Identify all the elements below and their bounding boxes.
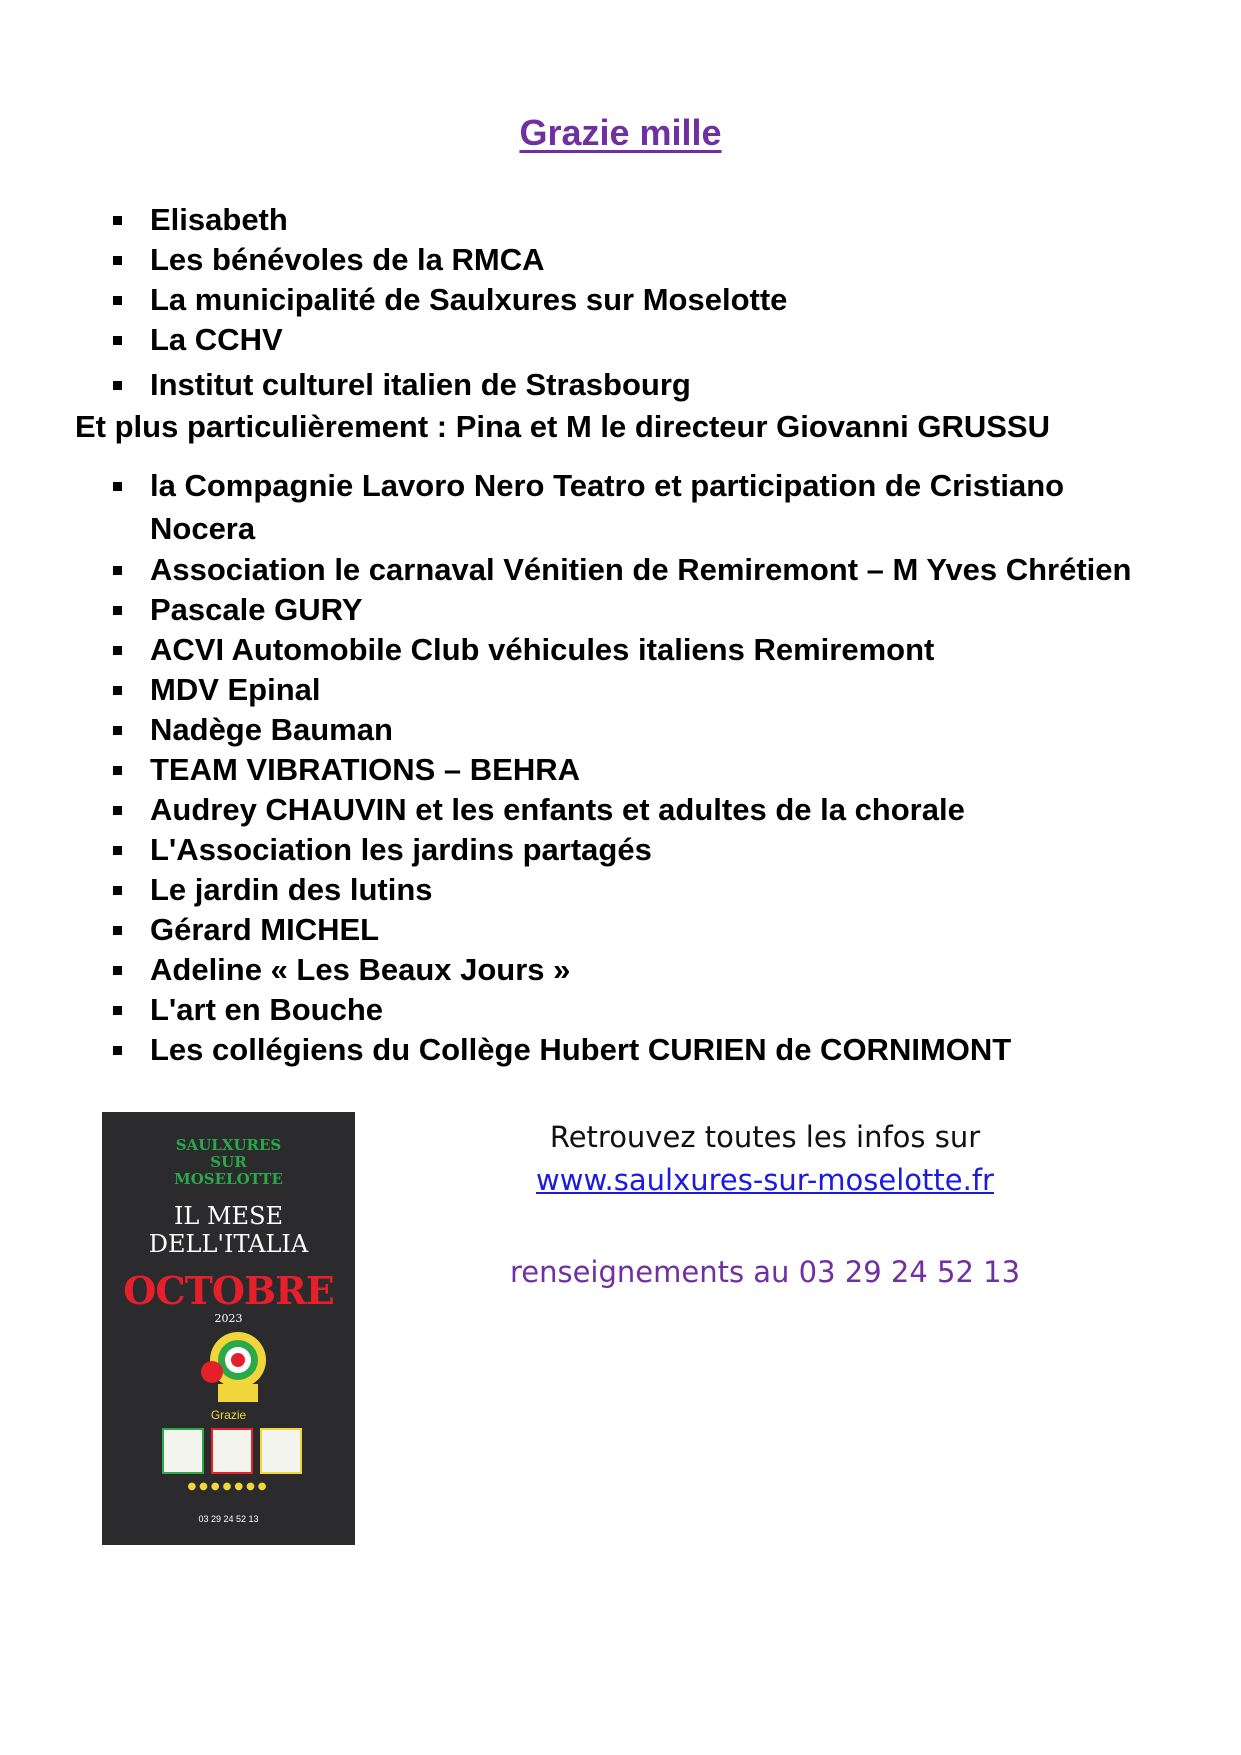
partner-logos — [162, 1428, 302, 1473]
list-item — [0, 590, 1241, 630]
info-text: Retrouvez toutes les infos sur — [549, 1120, 981, 1154]
partner-logo — [162, 1428, 204, 1474]
partner-logo — [211, 1428, 253, 1474]
bullet-icon — [113, 216, 122, 225]
list-item-text: La municipalité de Saulxures sur Moselotte — [150, 282, 788, 317]
page-title: Grazie mille — [519, 112, 722, 153]
list-item-text: Audrey CHAUVIN et les enfants et adultes de la chorale — [150, 792, 965, 827]
list-item — [0, 950, 1241, 990]
bullet-icon — [113, 806, 122, 815]
bullet-icon — [113, 256, 122, 265]
list-item — [0, 990, 1241, 1030]
bullet-icon — [113, 1006, 122, 1015]
bullet-icon — [113, 606, 122, 615]
list-item-text: Le jardin des lutins — [150, 872, 433, 907]
thanks-list-secondary — [0, 464, 1241, 1070]
poster-event-line: DELL'ITALIA — [148, 1230, 309, 1258]
list-item-text: Elisabeth — [150, 202, 288, 237]
poster-event-name — [102, 1202, 355, 1258]
event-poster — [102, 1112, 355, 1545]
bullet-icon — [113, 336, 122, 345]
list-item-text: L'Association les jardins partagés — [150, 832, 652, 867]
list-item — [0, 630, 1241, 670]
special-thanks-note: Et plus particulièrement : Pina et M le directeur Giovanni GRUSSU — [75, 409, 1050, 444]
list-item-text: Association le carnaval Vénitien de Remiremont – M Yves Chrétien — [150, 552, 1132, 587]
poster-year: 2023 — [214, 1312, 243, 1325]
list-item-text: Nadège Bauman — [150, 712, 393, 747]
list-item-text: La CCHV — [150, 322, 283, 357]
list-item-text: Gérard MICHEL — [150, 912, 380, 947]
bullet-icon — [113, 296, 122, 305]
list-item-text: Les collégiens du Collège Hubert CURIEN de CORNIMONT — [150, 1032, 1012, 1067]
thanks-list-primary — [0, 200, 1241, 405]
list-item-text: L'art en Bouche — [150, 992, 384, 1027]
partner-logo — [260, 1428, 302, 1474]
list-item — [0, 670, 1241, 710]
bullet-icon — [113, 766, 122, 775]
list-item — [0, 365, 1241, 405]
list-item — [0, 280, 1241, 320]
bullet-icon — [113, 966, 122, 975]
list-item-text: Institut culturel italien de Strasbourg — [150, 367, 691, 402]
bullet-icon — [113, 886, 122, 895]
list-item-text: ACVI Automobile Club véhicules italiens Remiremont — [150, 632, 935, 667]
bullet-icon — [113, 846, 122, 855]
list-item — [0, 1030, 1241, 1070]
tricolor-target-icon — [200, 1330, 266, 1406]
website-link[interactable]: www.saulxures-sur-moselotte.fr — [536, 1163, 994, 1197]
poster-town-line: SAULXURES — [175, 1136, 282, 1154]
list-item-text: Adeline « Les Beaux Jours » — [150, 952, 571, 987]
list-item — [0, 200, 1241, 240]
list-item — [0, 910, 1241, 950]
bullet-icon — [113, 566, 122, 575]
poster-event-line: IL MESE — [173, 1202, 284, 1230]
bullet-icon — [113, 926, 122, 935]
list-item-text: TEAM VIBRATIONS – BEHRA — [150, 752, 581, 787]
poster-town — [102, 1137, 355, 1188]
list-item — [0, 790, 1241, 830]
list-item — [0, 240, 1241, 280]
contact-phone: renseignements au 03 29 24 52 13 — [509, 1255, 1021, 1289]
list-item-text: Les bénévoles de la RMCA — [150, 242, 545, 277]
list-item — [0, 464, 1100, 550]
list-item-text: Pascale GURY — [150, 592, 363, 627]
bullet-icon — [113, 381, 122, 390]
list-item — [0, 550, 1241, 590]
list-item-text: la Compagnie Lavoro Nero Teatro et participation de Cristiano Nocera — [150, 468, 1065, 546]
list-item — [0, 710, 1241, 750]
bullet-icon — [113, 482, 122, 491]
poster-town-line: SUR — [210, 1153, 247, 1171]
bullet-icon — [113, 686, 122, 695]
list-item-text: MDV Epinal — [150, 672, 321, 707]
bullet-icon — [113, 1046, 122, 1055]
poster-dots: ●●●●●●● — [187, 1481, 270, 1492]
poster-town-line: MOSELOTTE — [174, 1170, 283, 1188]
list-item — [0, 830, 1241, 870]
list-item — [0, 870, 1241, 910]
bullet-icon — [113, 646, 122, 655]
poster-month: OCTOBRE — [123, 1268, 334, 1313]
bullet-icon — [113, 726, 122, 735]
list-item — [0, 320, 1241, 360]
website-line — [460, 1163, 1070, 1197]
poster-phone: 03 29 24 52 13 — [198, 1514, 259, 1524]
poster-grazie: Grazie — [210, 1408, 247, 1422]
list-item — [0, 750, 1241, 790]
